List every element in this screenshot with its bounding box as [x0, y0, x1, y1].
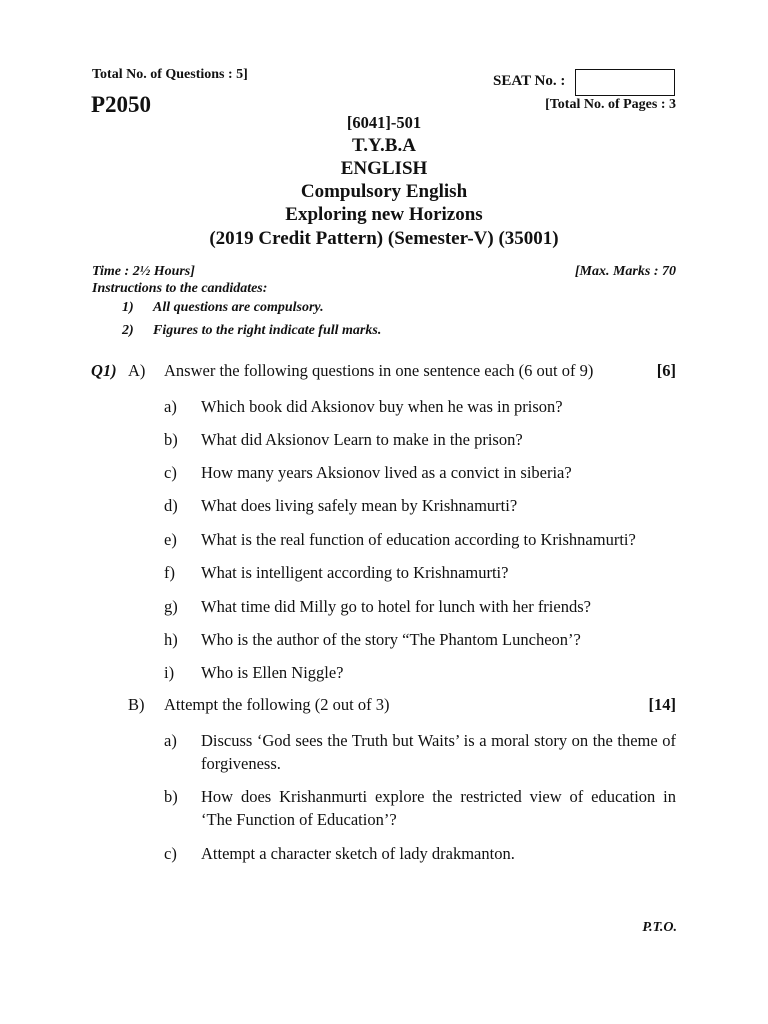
item-text: How many years Aksionov lived as a convict in siberia?	[201, 463, 572, 482]
item-text: What is intelligent according to Krishnamurti?	[201, 563, 509, 582]
item-text: Who is the author of the story “The Phantom Luncheon’?	[201, 630, 581, 649]
item-text: How does Krishanmurti explore the restricted view of education in ‘The Function of Education’?	[201, 787, 676, 829]
pattern-title: (2019 Credit Pattern) (Semester-V) (35001)	[209, 228, 559, 249]
item-text: Discuss ‘God sees the Truth but Waits’ is a moral story on the theme of forgiveness.	[201, 731, 676, 773]
item-number: h)	[164, 630, 178, 649]
item-text: Attempt a character sketch of lady drakmanton.	[201, 844, 515, 863]
item-text: What time did Milly go to hotel for lunch with her friends?	[201, 597, 591, 616]
item-number: c)	[164, 844, 177, 863]
total-pages: [Total No. of Pages : 3	[545, 97, 676, 112]
item-number: d)	[164, 496, 178, 515]
item-number: b)	[164, 430, 178, 449]
seat-number-box[interactable]	[575, 69, 675, 96]
item-number: f)	[164, 563, 175, 582]
item-text: What does living safely mean by Krishnamurti?	[201, 496, 518, 515]
time-allowed: Time : 2½ Hours]	[92, 264, 195, 279]
seat-label: SEAT No. :	[493, 73, 566, 89]
subject-title: ENGLISH	[340, 158, 428, 179]
part-label: B)	[128, 695, 145, 714]
part-instruction: Attempt the following (2 out of 3)	[164, 695, 390, 714]
item-number: a)	[164, 397, 177, 416]
instruction-text: All questions are compulsory.	[153, 300, 324, 315]
item-number: a)	[164, 731, 177, 750]
part-label: A)	[128, 361, 146, 380]
instructions-title: Instructions to the candidates:	[92, 281, 268, 296]
exam-code: [6041]-501	[346, 113, 422, 132]
item-text: Which book did Aksionov buy when he was in prison?	[201, 397, 563, 416]
paper-title: Compulsory English	[300, 181, 468, 202]
item-text: What did Aksionov Learn to make in the prison?	[201, 430, 523, 449]
item-number: i)	[164, 663, 175, 682]
item-text: Who is Ellen Niggle?	[201, 663, 344, 682]
part-marks: [14]	[648, 695, 676, 714]
paper-code: P2050	[91, 92, 152, 117]
part-marks: [6]	[656, 361, 676, 380]
instruction-text: Figures to the right indicate full marks.	[153, 323, 382, 338]
max-marks: [Max. Marks : 70	[574, 264, 676, 279]
total-questions: Total No. of Questions : 5]	[92, 67, 248, 82]
item-number: e)	[164, 530, 177, 549]
book-title: Exploring new Horizons	[285, 204, 483, 225]
item-text: What is the real function of education according to Krishnamurti?	[201, 530, 636, 549]
item-number: b)	[164, 787, 178, 806]
instruction-number: 1)	[122, 300, 134, 315]
part-instruction: Answer the following questions in one sentence each (6 out of 9)	[164, 361, 594, 380]
item-number: g)	[164, 597, 178, 616]
item-number: c)	[164, 463, 177, 482]
course-title: T.Y.B.A	[352, 135, 416, 156]
instruction-number: 2)	[122, 323, 134, 338]
question-label: Q1)	[91, 361, 117, 380]
pto-label: P.T.O.	[642, 920, 677, 935]
